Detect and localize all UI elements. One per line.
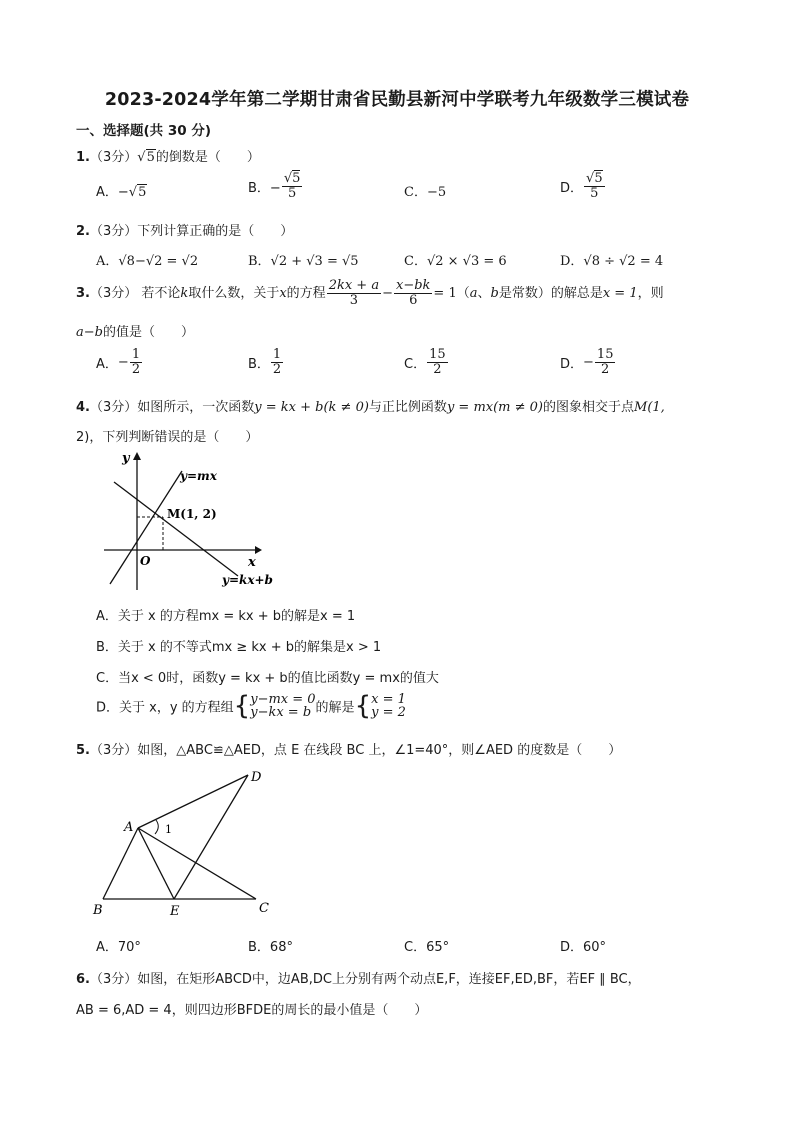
label-b: B [93, 903, 103, 918]
question-stem: 的倒数是（ ） [155, 150, 260, 165]
question-points: （3分） [89, 150, 138, 165]
y-axis-arrow [133, 452, 141, 460]
option-b[interactable]: B．关于 x 的不等式mx ≥ kx + b的解集是x > 1 [96, 640, 382, 655]
graph-figure [100, 448, 290, 593]
label-d: D [251, 770, 262, 785]
section-heading: 一、选择题(共 30 分) [76, 123, 212, 139]
label-y-kx-b: y=kx+b [222, 573, 273, 587]
question-2: 2.（3分）下列计算正确的是（ ） [76, 224, 294, 239]
fraction: $\frac{2kx + a}{3}$ [328, 278, 380, 308]
option-c[interactable]: C．当x < 0时，函数y = kx + b的值比函数y = mx的值大 [96, 671, 439, 686]
label-y-mx: y=mx [180, 469, 217, 483]
option-c[interactable]: C．−5 [404, 185, 447, 200]
segment-ab [103, 828, 138, 899]
option-b[interactable]: B．68° [248, 940, 293, 955]
option-d[interactable]: D．− $\frac{15}{2}$ [560, 347, 614, 377]
fraction: $\frac{x-bk}{6}$ [395, 278, 431, 308]
question-4: 4.（3分）如图所示，一次函数y = kx + b(k ≠ 0)与正比例函数y = mx(m ≠ 0)的图象相交于点M(1, [76, 400, 665, 415]
page-title: 2023-2024学年第二学期甘肃省民勤县新河中学联考九年级数学三模试卷 [104, 90, 690, 110]
line-y-kx-b [114, 482, 238, 576]
option-d[interactable]: D．关于 x，y 的方程组{ y−mx = 0 y−kx = b 的解是{ x = 1 y = 2 [96, 691, 406, 721]
option-b[interactable]: B． $\frac{1}{2}$ [248, 347, 282, 377]
question-1 [76, 146, 260, 165]
question-number: 1. [76, 150, 90, 165]
segment-ed [174, 775, 248, 899]
y-label: y [122, 451, 130, 466]
option-a[interactable]: A．− $\frac{1}{2}$ [96, 347, 141, 377]
question-3-line2: a−b的值是（ ） [76, 325, 194, 340]
triangle-figure [88, 765, 278, 920]
option-a[interactable]: A．−√5 [96, 185, 147, 200]
sqrt-5: √5 [137, 150, 155, 165]
option-d[interactable]: D． $\frac{√5}{5}$ [560, 171, 603, 201]
option-b[interactable]: B．√2 + √3 = √5 [248, 254, 359, 269]
question-3: 3.（3分） 若不论k取什么数，关于x的方程 $\frac{2kx + a}{3}$ − $\frac{x-bk}{6}$ = 1（a、b是常数）的解总是x = 1，则 [76, 278, 664, 308]
label-1: 1 [165, 823, 172, 836]
question-5: 5.（3分）如图，△ABC≌△AED，点 E 在线段 BC 上，∠1=40°，则∠AED 的度数是（ ） [76, 743, 622, 758]
origin-label: O [140, 554, 151, 568]
option-c[interactable]: C．65° [404, 940, 450, 955]
option-a[interactable]: A．关于 x 的方程mx = kx + b的解是x = 1 [96, 609, 356, 624]
option-c[interactable]: C．√2 × √3 = 6 [404, 254, 507, 269]
label-m-point: M(1, 2) [167, 507, 217, 521]
option-d[interactable]: D．√8 ÷ √2 = 4 [560, 254, 664, 269]
option-a[interactable]: A．√8−√2 = √2 [96, 254, 199, 269]
x-axis-arrow [255, 546, 262, 554]
option-b[interactable]: B．− $\frac{√5}{5}$ [248, 171, 301, 201]
question-6: 6.（3分）如图，在矩形ABCD中，边AB,DC上分别有两个动点E,F，连接EF,ED,BF，若EF ∥ BC， [76, 972, 641, 987]
option-c[interactable]: C． $\frac{15}{2}$ [404, 347, 446, 377]
question-6-line2: AB = 6,AD = 4，则四边形BFDE的周长的最小值是（ ） [76, 1003, 428, 1018]
label-e: E [170, 904, 180, 919]
option-d[interactable]: D．60° [560, 940, 607, 955]
x-label: x [248, 555, 256, 570]
question-4-line2: 2)，下列判断错误的是（ ） [76, 430, 259, 445]
question-stem: 下列计算正确的是（ ） [137, 224, 294, 239]
angle-1-arc [155, 820, 158, 834]
label-a: A [124, 820, 134, 835]
option-a[interactable]: A．70° [96, 940, 141, 955]
label-c: C [259, 901, 269, 916]
